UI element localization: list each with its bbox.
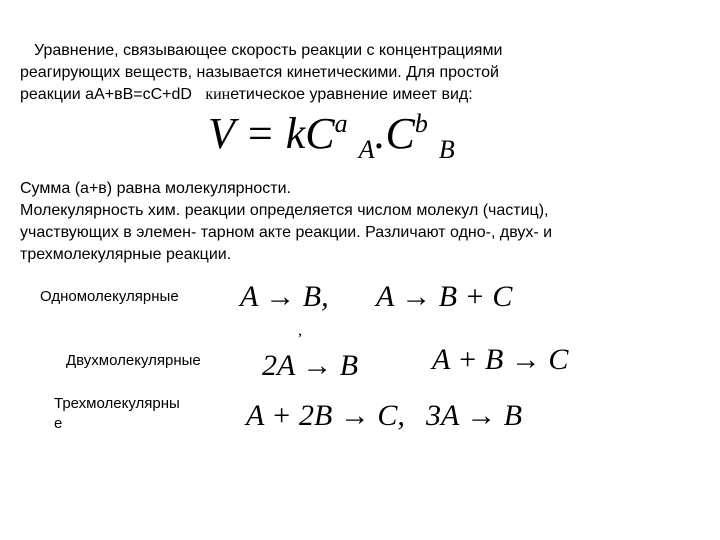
tri-equation-1: A + 2B → C,: [246, 399, 405, 432]
tri-equation-2: 3A → B: [426, 399, 523, 432]
intro-line-3-prefix: реакции аА+вВ=сС+dD: [20, 86, 192, 103]
bi-label: Двухмолекулярные: [66, 352, 201, 369]
exponent-b: b: [414, 109, 428, 138]
exponent-a: a: [334, 109, 348, 138]
subscript-b: B: [438, 135, 455, 164]
bi-equation-1: 2A → B: [262, 349, 359, 382]
intro-line-3: [20, 84, 473, 106]
intro-line-2: реагирующих веществ, называется кинетическими. Для простой: [20, 64, 499, 81]
stray-comma: ,: [298, 322, 302, 339]
intro-line-1: Уравнение, связывающее скорость реакции с концентрациями: [34, 42, 503, 59]
molecularity-line-1: Сумма (а+в) равна молекулярности.: [20, 180, 291, 197]
tri-label-line-1: Трехмолекулярны: [54, 395, 180, 412]
subscript-a: A: [358, 135, 375, 164]
molecularity-line-3: участвующих в элемен- тарном акте реакции. Различают одно-, двух- и: [20, 224, 553, 241]
molecularity-line-2: Молекулярность хим. реакции определяется числом молекул (частиц),: [20, 202, 549, 219]
intro-line-3-serif: кин: [205, 86, 231, 103]
tri-label-line-2: е: [54, 415, 63, 432]
bi-equation-2: A + B → C: [432, 343, 569, 376]
kinetic-equation: [208, 108, 455, 166]
kinetic-equation-lhs: V = kC: [208, 109, 335, 158]
intro-line-3-suffix: етическое уравнение имеет вид:: [230, 86, 473, 103]
mono-label: Одномолекулярные: [40, 288, 179, 305]
mono-equation-1: A → B,: [240, 280, 329, 313]
kinetic-equation-dot-c: .C: [374, 109, 415, 158]
molecularity-line-4: трехмолекулярные реакции.: [20, 246, 232, 263]
mono-equation-2: A → B + C: [376, 280, 513, 313]
